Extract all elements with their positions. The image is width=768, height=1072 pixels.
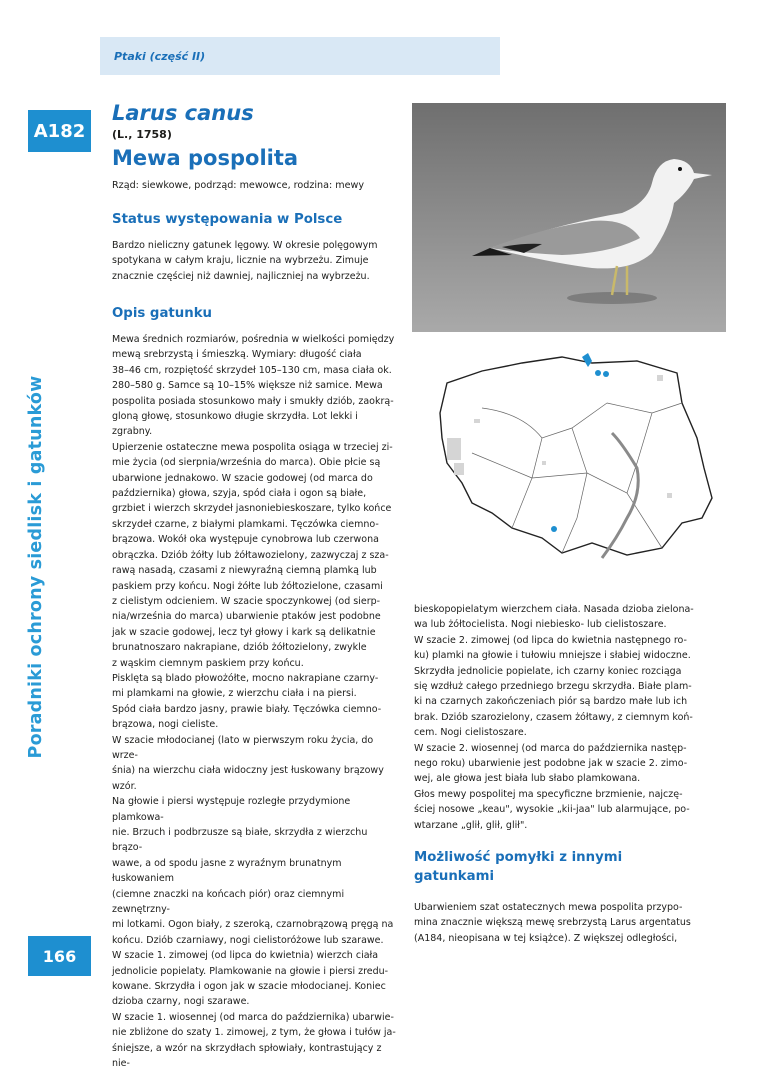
text-line: grzbiet i wierzch skrzydeł jasnoniebieskoszare, tylko końce xyxy=(112,503,392,515)
status-heading: Status występowania w Polsce xyxy=(112,212,343,227)
text-line: W szacie 2. zimowej (od lipca do kwietnia następnego ro- xyxy=(414,634,687,646)
confusion-text xyxy=(414,900,714,946)
text-line: 38–46 cm, rozpiętość skrzydeł 105–130 cm, masa ciała ok. xyxy=(112,364,392,376)
text-line: nie. Brzuch i podbrzusze są białe, skrzydła z wierzchu brązo- xyxy=(112,827,368,854)
text-line: jak w szacie godowej, lecz tył głowy i kark są delikatnie xyxy=(112,626,376,638)
text-line: śniejsze, a wzór na skrzydłach spłowiały, kontrastujący z nie- xyxy=(112,1042,382,1070)
side-title-text: Poradniki ochrony siedlisk i gatunków xyxy=(26,375,46,759)
text-line: W szacie 1. zimowej (od lipca do kwietnia) wierzch ciała xyxy=(112,950,379,962)
text-line: kowane. Skrzydła i ogon jak w szacie młodocianej. Koniec xyxy=(112,981,386,993)
taxonomy: Rząd: siewkowe, podrząd: mewowce, rodzina: mewy xyxy=(112,180,365,191)
text-line: 280–580 g. Samce są 10–15% większe niż samice. Mewa xyxy=(112,380,383,392)
text-line: gloną głowę, stosunkowo długie skrzydła. Lot lekki i zgrabny. xyxy=(112,411,358,438)
text-line: dzioba czarny, nogi szarawe. xyxy=(112,996,250,1008)
text-line: obrączka. Dziób żółty lub żółtawozielony, zazwyczaj z sza- xyxy=(112,549,389,561)
text-line: Ubarwieniem szat ostatecznych mewa pospolita przypo- xyxy=(414,902,683,913)
author: (L., 1758) xyxy=(112,128,172,141)
text-line: brązowa, nogi cieliste. xyxy=(112,719,219,731)
text-line: mi lotkami. Ogon biały, z szeroką, czarnobrązową pręgą na xyxy=(112,919,394,931)
text-line: W szacie 1. wiosennej (od marca do października) ubarwie- xyxy=(112,1011,394,1023)
text-line: Na głowie i piersi występuje rozległe przydymione plamkowa- xyxy=(112,796,351,823)
text-line: mie życia (od sierpnia/września do marca). Obie płcie są xyxy=(112,457,381,469)
text-line: ki na czarnych zakończeniach piór są bardzo małe lub ich xyxy=(414,696,688,708)
side-title xyxy=(22,352,50,782)
text-line: ściej nosowe „keau", wysokie „kii-jaa" lub alarmujące, po- xyxy=(414,804,690,816)
status-text xyxy=(112,238,400,284)
text-line: W szacie 2. wiosennej (od marca do października następ- xyxy=(414,742,687,754)
text-line: brązowa. Wokół oka występuje cynobrowa lub czerwona xyxy=(112,534,379,546)
description-continued-text xyxy=(414,602,714,833)
confusion-heading-line-2: gatunkami xyxy=(414,869,495,884)
text-line: (A184, nieopisana w tej książce). Z większej odległości, xyxy=(414,932,678,944)
text-line: jednolicie popielaty. Plamkowanie na głowie i piersi zredu- xyxy=(112,965,389,977)
running-head: Ptaki (część II) xyxy=(100,37,500,75)
text-line: wtarzane „glił, glił, glił". xyxy=(414,819,528,831)
text-line: wa lub żółtocielista. Nogi niebiesko- lub cielistoszare. xyxy=(414,619,667,631)
text-line: się wzdłuż całego przedniego brzegu skrzydła. Białe plam- xyxy=(414,681,692,693)
text-line: wej, ale głowa jest biała lub słabo plamkowana. xyxy=(414,773,641,785)
text-line: W szacie młodocianej (lato w pierwszym roku życia, do wrze- xyxy=(112,734,374,761)
text-line: października) głowa, szyja, spód ciała i ogon są białe, xyxy=(112,488,367,500)
text-line: skrzydeł czarne, z białymi plamkami. Tęczówka ciemno- xyxy=(112,518,379,530)
text-line: Bardzo nieliczny gatunek lęgowy. W okresie polęgowym xyxy=(112,240,378,251)
gull-photo xyxy=(412,103,726,332)
text-line: wawe, a od spodu jasne z wyraźnym brunatnym łuskowaniem xyxy=(112,857,342,885)
description-text xyxy=(112,332,400,1072)
text-line: rawą nasadą, czasami z niewyraźną ciemną plamką lub xyxy=(112,565,377,577)
text-line: nie zbliżone do szaty 1. zimowej, z tym, że głowa i tułów ja- xyxy=(112,1027,396,1039)
text-line: brunatnoszaro nakrapiane, dziób żółtozielony, zwykle xyxy=(112,642,367,654)
text-line: znacznie częściej niż dawniej, najliczniej na wybrzeżu. xyxy=(112,270,370,282)
text-line: bieskopopielatym wierzchem ciała. Nasada dzioba zielona- xyxy=(414,604,694,615)
text-line: końcu. Dziób czarniawy, nogi cielistoróżowe lub szarawe. xyxy=(112,934,384,946)
text-line: Skrzydła jednolicie popielate, ich czarny koniec rozciąga xyxy=(414,665,682,677)
species-code-badge: A182 xyxy=(28,110,91,152)
text-line: cem. Nogi cielistoszare. xyxy=(414,727,527,739)
text-line: Głos mewy pospolitej ma specyficzne brzmienie, najczę- xyxy=(414,788,683,800)
text-line: z wąskim ciemnym paskiem przy końcu. xyxy=(112,657,304,669)
text-line: z cielistym odcieniem. W szacie spoczynkowej (od sierp- xyxy=(112,595,381,607)
text-line: brak. Dziób szarozielony, czasem żółtawy, z ciemnym koń- xyxy=(414,711,693,723)
text-line: Mewa średnich rozmiarów, pośrednia w wielkości pomiędzy xyxy=(112,334,395,345)
text-line: mi plamkami na głowie, z wierzchu ciała i na piersi. xyxy=(112,688,357,700)
text-line: Upierzenie ostateczne mewa pospolita osiąga w trzeciej zi- xyxy=(112,441,393,453)
text-line: spotykana w całym kraju, licznie na wybrzeżu. Zimuje xyxy=(112,255,369,267)
common-name: Mewa pospolita xyxy=(112,146,299,170)
text-line: śnia) na wierzchu ciała widoczny jest łuskowany brązowy wzór. xyxy=(112,765,384,792)
distribution-map xyxy=(412,343,726,585)
confusion-heading-line-1: Możliwość pomyłki z innymi xyxy=(414,850,623,865)
text-line: ku) plamki na głowie i tułowiu mniejsze i słabiej widoczne. xyxy=(414,650,691,662)
text-line: nego roku) ubarwienie jest podobne jak w szacie 2. zimo- xyxy=(414,758,688,770)
text-line: pospolita posiada stosunkowo mały i smukły dziób, zaokrą- xyxy=(112,395,394,407)
text-line: (ciemne znaczki na końcach piór) oraz ciemnymi zewnętrzny- xyxy=(112,888,345,916)
description-heading: Opis gatunku xyxy=(112,306,213,321)
confusion-heading xyxy=(414,848,622,886)
text-line: paskiem przy końcu. Nogi żółte lub żółtozielone, czasami xyxy=(112,580,383,592)
gull-photo-icon xyxy=(412,103,726,332)
text-line: mina znacznie większą mewę srebrzystą Larus argentatus xyxy=(414,917,691,929)
text-line: Pisklęta są blado płowożółte, mocno nakrapiane czarny- xyxy=(112,672,379,684)
text-line: nia/września do marca) ubarwienie ptaków jest podobne xyxy=(112,611,381,623)
latin-name: Larus canus xyxy=(112,101,254,125)
text-line: mewą srebrzystą i śmieszką. Wymiary: długość ciała xyxy=(112,349,362,361)
text-line: ubarwione jednakowo. W szacie godowej (od marca do xyxy=(112,472,373,484)
text-line: Spód ciała bardzo jasny, prawie biały. Tęczówka ciemno- xyxy=(112,703,382,715)
page-number: 166 xyxy=(28,936,91,976)
distribution-map-icon xyxy=(412,343,726,585)
